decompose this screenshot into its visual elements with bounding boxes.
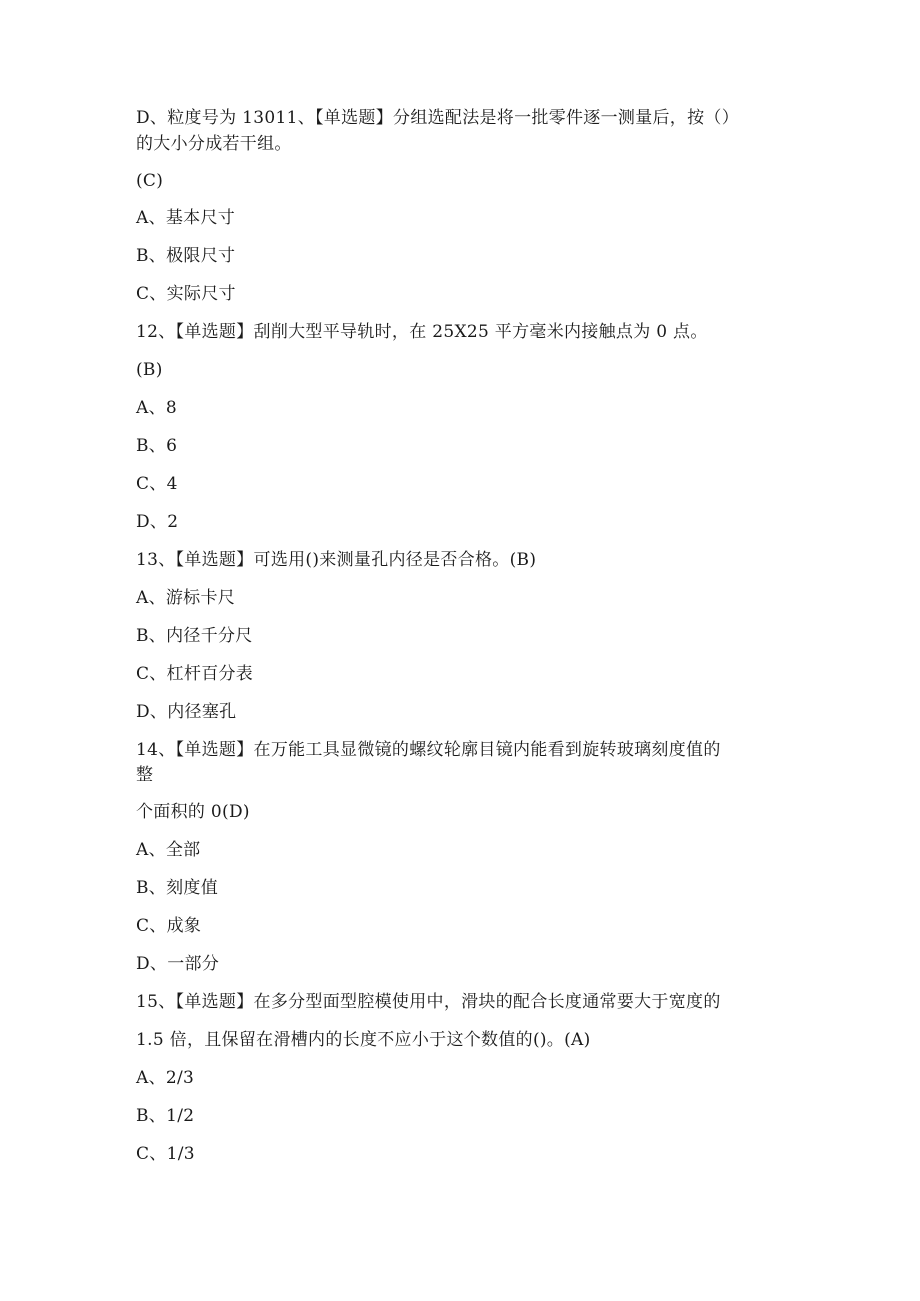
option-a: A、游标卡尺 [136, 588, 236, 608]
option-d: D、内径塞孔 [136, 702, 237, 722]
answer-line: (B) [136, 360, 163, 380]
q-stem-continuation: 的大小分成若干组。 [136, 134, 292, 154]
question-14: 14、【单选题】在万能工具显微镜的螺纹轮廓目镜内能看到旋转玻璃刻度值的 [136, 740, 721, 760]
option-b: B、极限尺寸 [136, 246, 236, 266]
option-a: A、8 [136, 398, 177, 418]
option-b: B、内径千分尺 [136, 626, 253, 646]
option-d: D、2 [136, 512, 179, 532]
option-c: C、1/3 [136, 1144, 195, 1164]
option-a: A、全部 [136, 840, 201, 860]
question-15-continuation: 1.5 倍，且保留在滑槽内的长度不应小于这个数值的()。(A) [136, 1030, 591, 1050]
option-c: C、实际尺寸 [136, 284, 236, 304]
option-b: B、刻度值 [136, 878, 218, 898]
option-c: C、4 [136, 474, 178, 494]
option-d: D、一部分 [136, 954, 220, 974]
option-c: C、杠杆百分表 [136, 664, 254, 684]
question-13: 13、【单选题】可选用()来测量孔内径是否合格。(B) [136, 550, 537, 570]
option-a: A、2/3 [136, 1068, 195, 1088]
question-14-continuation: 整 [136, 765, 154, 785]
answer-line: (C) [136, 171, 164, 191]
option-b: B、6 [136, 436, 178, 456]
q11-option-d-and-q-stem: D、粒度号为 13011、【单选题】分组选配法是将一批零件逐一测量后，按（） [136, 108, 740, 128]
option-b: B、1/2 [136, 1106, 195, 1126]
question-15: 15、【单选题】在多分型面型腔模使用中，滑块的配合长度通常要大于宽度的 [136, 992, 721, 1012]
question-12: 12、【单选题】刮削大型平导轨时，在 25X25 平方毫米内接触点为 0 点。 [136, 322, 708, 342]
option-c: C、成象 [136, 916, 202, 936]
question-14-continuation: 个面积的 0(D) [136, 802, 250, 822]
option-a: A、基本尺寸 [136, 208, 236, 228]
